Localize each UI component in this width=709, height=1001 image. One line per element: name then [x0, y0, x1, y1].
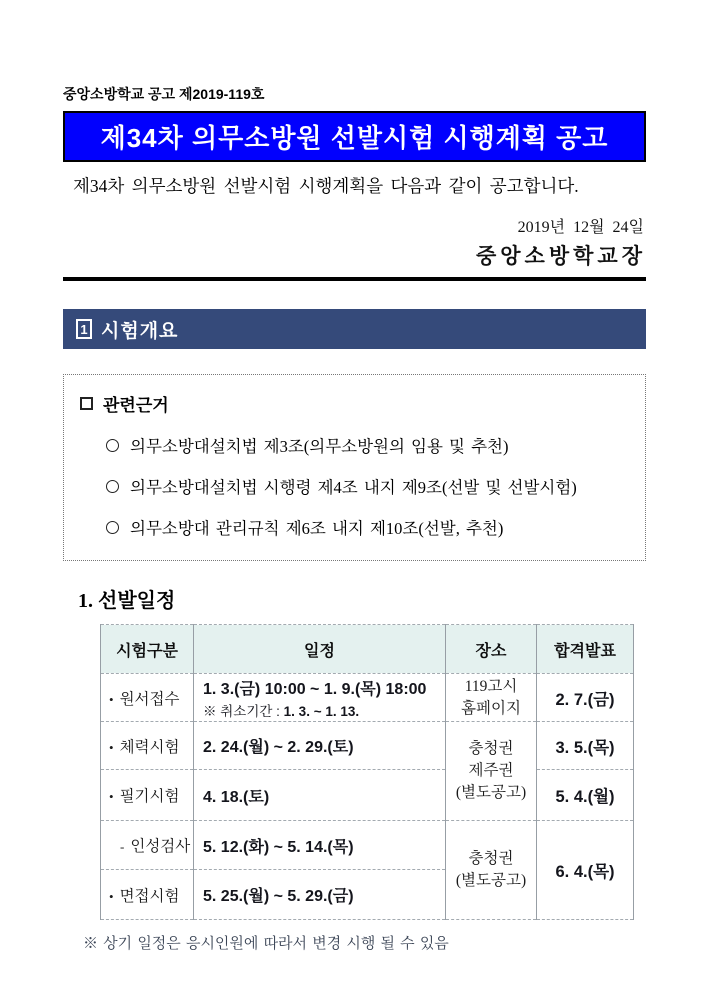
table-row: [101, 722, 634, 770]
note-label: ※ 취소기간 :: [203, 703, 284, 719]
circle-bullet-icon: [106, 439, 119, 452]
schedule-heading: 1. 선발일정: [78, 590, 176, 612]
cell-schedule: 2. 24.(월) ~ 2. 29.(토): [194, 722, 446, 770]
cell-category: [101, 674, 194, 722]
location-line: 충청권: [468, 850, 514, 868]
location-line: 홈페이지: [461, 699, 521, 717]
table-header-row: [101, 625, 634, 674]
basis-item: [106, 433, 631, 457]
basis-item-text: 의무소방대설치법 제3조(의무소방원의 임용 및 추천): [130, 437, 509, 456]
circle-bullet-icon: [106, 521, 119, 534]
header-exam-type: 시험구분: [101, 625, 194, 674]
signer-name: 중앙소방학교장: [475, 244, 646, 268]
location-line: (별도공고): [455, 872, 527, 889]
location-line: 제주권: [468, 762, 514, 780]
basis-item-text: 의무소방대설치법 시행령 제4조 내지 제9조(선발 및 선발시험): [130, 478, 577, 497]
header-schedule: 일정: [194, 625, 446, 674]
section-banner-exam-overview: [63, 309, 646, 349]
table-row: [101, 821, 634, 870]
cell-result-date-merged: 6. 4.(목): [537, 821, 634, 920]
cell-schedule: [194, 674, 446, 722]
basis-item-text: 의무소방대 관리규칙 제6조 내지 제10조(선발, 추천): [130, 519, 504, 538]
page-title: 제34차 의무소방원 선발시험 시행계획 공고: [100, 123, 609, 153]
basis-title: 관련근거: [103, 396, 169, 415]
schedule-main: 1. 3.(금) 10:00 ~ 1. 9.(목) 18:00: [203, 680, 427, 698]
cell-category: [101, 722, 194, 770]
cell-location-merged: [446, 821, 537, 920]
dot-bullet-icon: •: [109, 888, 114, 904]
schedule-footnote: ※ 상기 일정은 응시인원에 따라서 변경 시행 될 수 있음: [83, 935, 449, 952]
circle-bullet-icon: [106, 480, 119, 493]
title-banner: [63, 111, 646, 162]
cell-schedule: 5. 25.(월) ~ 5. 29.(금): [194, 870, 446, 920]
header-result-date: 합격발표: [537, 625, 634, 674]
dot-bullet-icon: •: [109, 789, 114, 804]
table-row: [101, 770, 634, 821]
category-label: 면접시험: [119, 887, 180, 905]
section-title: 시험개요: [101, 320, 179, 342]
category-label: 인성검사: [130, 838, 191, 855]
note-value: 1. 3. ~ 1. 13.: [283, 703, 360, 719]
header-location: 장소: [446, 625, 537, 674]
location-line: 119고시: [464, 677, 518, 695]
thick-divider: [63, 277, 646, 281]
dot-bullet-icon: •: [109, 691, 114, 707]
cell-location: [446, 674, 537, 722]
boxed-number-1-icon: 1: [76, 319, 92, 339]
basis-item: [106, 474, 631, 498]
intro-text: 제34차 의무소방원 선발시험 시행계획을 다음과 같이 공고합니다.: [73, 176, 579, 196]
dash-bullet-icon: -: [120, 839, 125, 854]
location-line: 충청권: [468, 740, 514, 758]
cell-schedule: 5. 12.(화) ~ 5. 14.(목): [194, 821, 446, 870]
schedule-note: [203, 700, 445, 720]
cell-result-date: 2. 7.(금): [537, 674, 634, 722]
table-row: [101, 674, 634, 722]
cell-result-date: 3. 5.(목): [537, 722, 634, 770]
announcement-date: 2019년 12월 24일: [517, 219, 644, 236]
dot-bullet-icon: •: [109, 739, 114, 755]
basis-item: [106, 515, 631, 539]
category-label: 필기시험: [119, 788, 180, 805]
related-basis-box: [63, 374, 646, 561]
cell-result-date: 5. 4.(월): [537, 770, 634, 821]
cell-category: [101, 870, 194, 920]
cell-category: [101, 770, 194, 821]
cell-category: [101, 821, 194, 870]
notice-number: 중앙소방학교 공고 제2019-119호: [63, 86, 265, 102]
cell-schedule: 4. 18.(토): [194, 770, 446, 821]
cell-location-merged: [446, 722, 537, 821]
square-bullet-icon: [80, 397, 93, 410]
category-label: 체력시험: [119, 738, 180, 756]
schedule-table: [100, 624, 634, 920]
location-line: (별도공고): [455, 783, 527, 801]
category-label: 원서접수: [119, 690, 180, 708]
basis-title-row: [80, 391, 631, 416]
